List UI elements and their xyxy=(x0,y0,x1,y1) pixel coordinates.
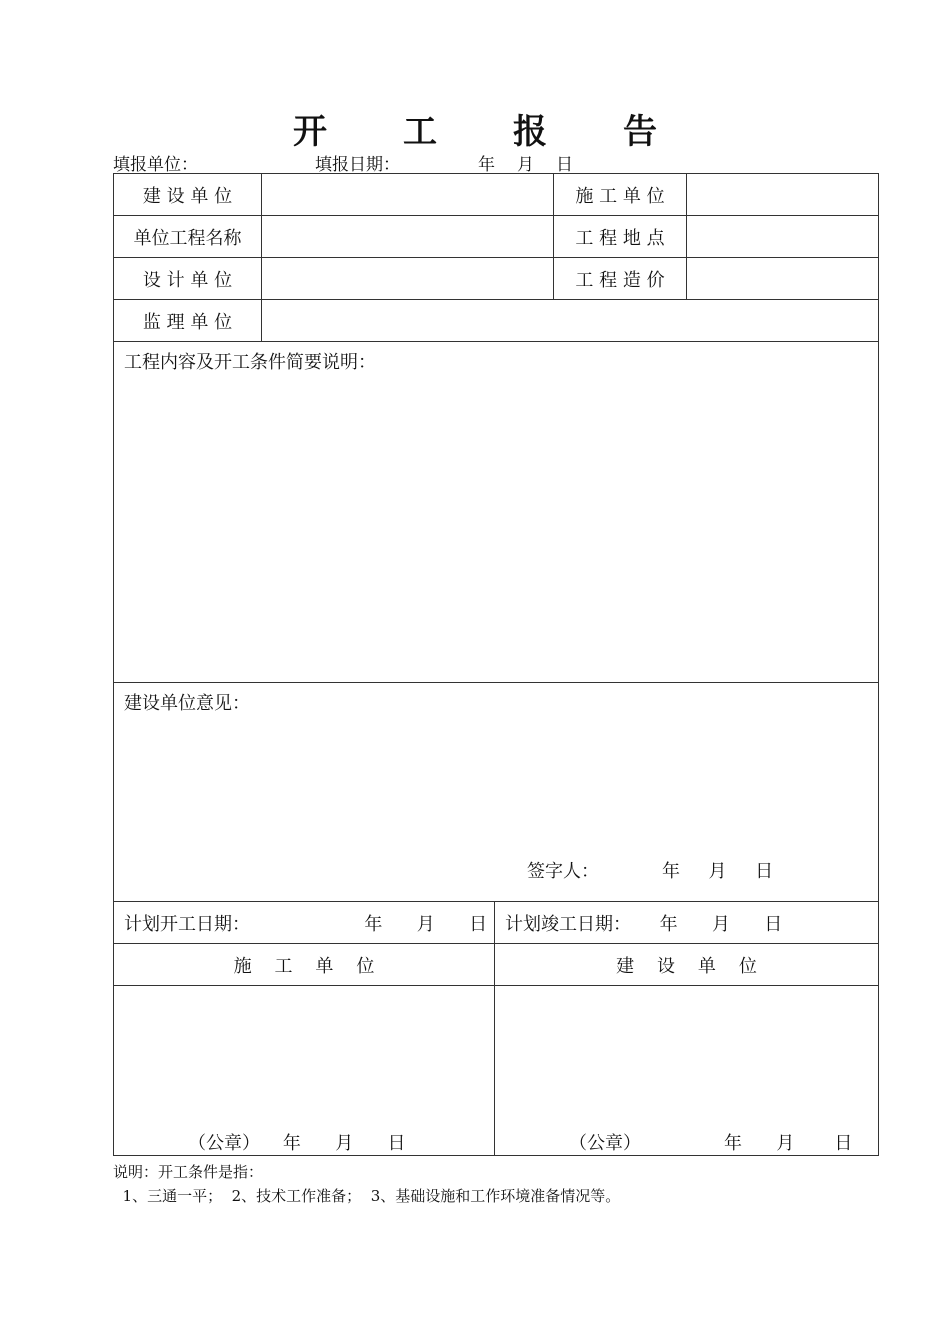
project-location-field[interactable] xyxy=(687,216,879,258)
title-char-3: 报 xyxy=(513,112,547,152)
contractor-stamp-area[interactable] xyxy=(114,986,495,1156)
construction-unit-label: 建 设 单 位 xyxy=(114,174,262,216)
start-report-form xyxy=(113,173,879,1156)
header-year: 年 xyxy=(478,155,495,175)
planned-finish-date[interactable]: 计划竣工日期： 年 月 日 xyxy=(495,902,879,944)
planned-start-date[interactable]: 计划开工日期： 年 月 日 xyxy=(114,902,495,944)
notes-title: 说明：开工条件是指： xyxy=(113,1163,264,1181)
supervision-unit-field[interactable] xyxy=(262,300,879,342)
supervision-unit-label: 监 理 单 位 xyxy=(114,300,262,342)
notes xyxy=(113,1160,620,1208)
owner-stamp-label: （公章） xyxy=(569,1133,641,1154)
contractor-stamp-date: （公章） 年 月 日 xyxy=(188,1133,406,1154)
title-char-2: 工 xyxy=(403,112,437,152)
contractor-party-label: 施 工 单 位 xyxy=(114,944,495,986)
project-location-label: 工 程 地 点 xyxy=(554,216,687,258)
owner-stamp-area[interactable] xyxy=(495,986,879,1156)
notes-items: 1、三通一平； 2、技术工作准备； 3、基础设施和工作环境准备情况等。 xyxy=(113,1187,621,1205)
title-char-1: 开 xyxy=(293,112,327,152)
contractor-unit-label: 施 工 单 位 xyxy=(554,174,687,216)
header-meta xyxy=(113,150,878,175)
owner-stamp-date: 年 月 日 xyxy=(724,1133,853,1154)
content-description-area[interactable] xyxy=(114,342,879,683)
reporting-unit-label: 填报单位： xyxy=(113,155,198,175)
owner-party-label: 建 设 单 位 xyxy=(495,944,879,986)
header-month: 月 xyxy=(517,155,534,175)
title-char-4: 告 xyxy=(623,112,657,152)
design-unit-label: 设 计 单 位 xyxy=(114,258,262,300)
project-name-label: 单位工程名称 xyxy=(114,216,262,258)
contractor-unit-field[interactable] xyxy=(687,174,879,216)
signature-line: 签字人： 年 月 日 xyxy=(527,861,774,882)
content-description-label: 工程内容及开工条件简要说明： xyxy=(124,352,376,373)
design-unit-field[interactable] xyxy=(262,258,554,300)
page-title xyxy=(0,104,950,153)
owner-opinion-label: 建设单位意见： xyxy=(124,693,250,714)
owner-opinion-area[interactable] xyxy=(114,683,879,902)
project-name-field[interactable] xyxy=(262,216,554,258)
construction-unit-field[interactable] xyxy=(262,174,554,216)
reporting-date-label: 填报日期： xyxy=(315,155,400,175)
project-cost-label: 工 程 造 价 xyxy=(554,258,687,300)
project-cost-field[interactable] xyxy=(687,258,879,300)
header-day: 日 xyxy=(556,155,573,175)
